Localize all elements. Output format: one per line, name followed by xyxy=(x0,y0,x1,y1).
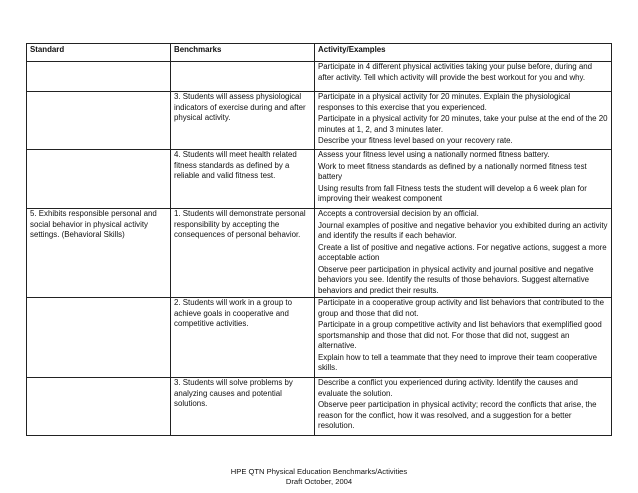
activity-text: Participate in 4 different physical activities taking your pulse before, during and after activity. Tell which activity will provide the best workout for you and why. xyxy=(318,62,592,82)
standard-cell xyxy=(27,150,171,209)
activity-cell xyxy=(315,209,612,298)
activity-text: Explain how to tell a teammate that they need to improve their team cooperative skills. xyxy=(318,352,597,372)
table-row xyxy=(27,150,612,209)
activity-cell xyxy=(315,298,612,378)
activity-cell xyxy=(315,92,612,150)
activity-text: Observe peer participation in physical activity and journal positive and negative behaviors you see. Identify the results of those behaviors. Suggest alternative behaviors and predict their results. xyxy=(318,264,594,295)
benchmark-cell xyxy=(171,62,315,92)
table-row xyxy=(27,92,612,150)
standard-cell xyxy=(27,62,171,92)
header-activity-examples: Activity/Examples xyxy=(315,44,612,62)
activity-cell xyxy=(315,150,612,209)
footer-date: Draft October, 2004 xyxy=(285,477,353,486)
benchmark-cell: 3. Students will assess physiological indicators of exercise during and after physical activity. xyxy=(171,92,315,150)
benchmark-cell: 2. Students will work in a group to achieve goals in cooperative and competitive activities. xyxy=(171,298,315,378)
activity-text: Assess your fitness level using a nationally normed fitness battery. xyxy=(318,150,550,159)
activity-text: Describe a conflict you experienced during activity. Identify the causes and evaluate the solution. xyxy=(318,378,578,398)
header-row xyxy=(27,44,612,62)
table-row xyxy=(27,209,612,298)
table-row xyxy=(27,62,612,92)
standard-cell: 5. Exhibits responsible personal and social behavior in physical activity settings. (Behavioral Skills) xyxy=(27,209,171,298)
benchmark-cell: 1. Students will demonstrate personal responsibility by accepting the consequences of personal behavior. xyxy=(171,209,315,298)
standard-cell xyxy=(27,92,171,150)
footer-title: HPE QTN Physical Education Benchmarks/Activities xyxy=(230,467,408,476)
header-standard: Standard xyxy=(27,44,171,62)
standard-cell xyxy=(27,378,171,436)
page-footer xyxy=(0,467,638,487)
benchmark-cell: 3. Students will solve problems by analyzing causes and potential solutions. xyxy=(171,378,315,436)
activity-text: Create a list of positive and negative actions. For negative actions, suggest a more acceptable action xyxy=(318,242,607,262)
activity-text: Participate in a physical activity for 20 minutes, take your pulse at the end of the 20 minutes at 1, 2, and 3 minutes later. xyxy=(318,114,608,134)
activity-text: Work to meet fitness standards as defined by a nationally normed fitness test battery xyxy=(318,161,587,181)
activity-text: Participate in a group competitive activity and list behaviors that exemplified good sportsmanship and those that did not. For those that did not, suggest an alternative. xyxy=(318,320,602,350)
activity-text: Journal examples of positive and negative behavior you exhibited during an activity and identify the results if each behavior. xyxy=(318,220,608,240)
table-row xyxy=(27,378,612,436)
benchmarks-table xyxy=(26,43,612,436)
activity-cell xyxy=(315,62,612,92)
header-benchmarks: Benchmarks xyxy=(171,44,315,62)
activity-text: Observe peer participation in physical activity; record the conflicts that arise, the reason for the conflict, how it was resolved, and a suggestion for a better resolution. xyxy=(318,400,597,430)
table-row xyxy=(27,298,612,378)
activity-text: Using results from fall Fitness tests the student will develop a 6 week plan for improving their weakest component xyxy=(318,183,587,203)
benchmark-cell: 4. Students will meet health related fitness standards as defined by a reliable and valid fitness test. xyxy=(171,150,315,209)
activity-text: Accepts a controversial decision by an official. xyxy=(318,209,479,218)
standard-cell xyxy=(27,298,171,378)
activity-cell xyxy=(315,378,612,436)
activity-text: Participate in a physical activity for 20 minutes. Explain the physiological responses to this exercise that you experienced. xyxy=(318,92,571,112)
activity-text: Participate in a cooperative group activity and list behaviors that contributed to the group and those that did not. xyxy=(318,298,604,318)
activity-text: Describe your fitness level based on your recovery rate. xyxy=(318,136,513,145)
